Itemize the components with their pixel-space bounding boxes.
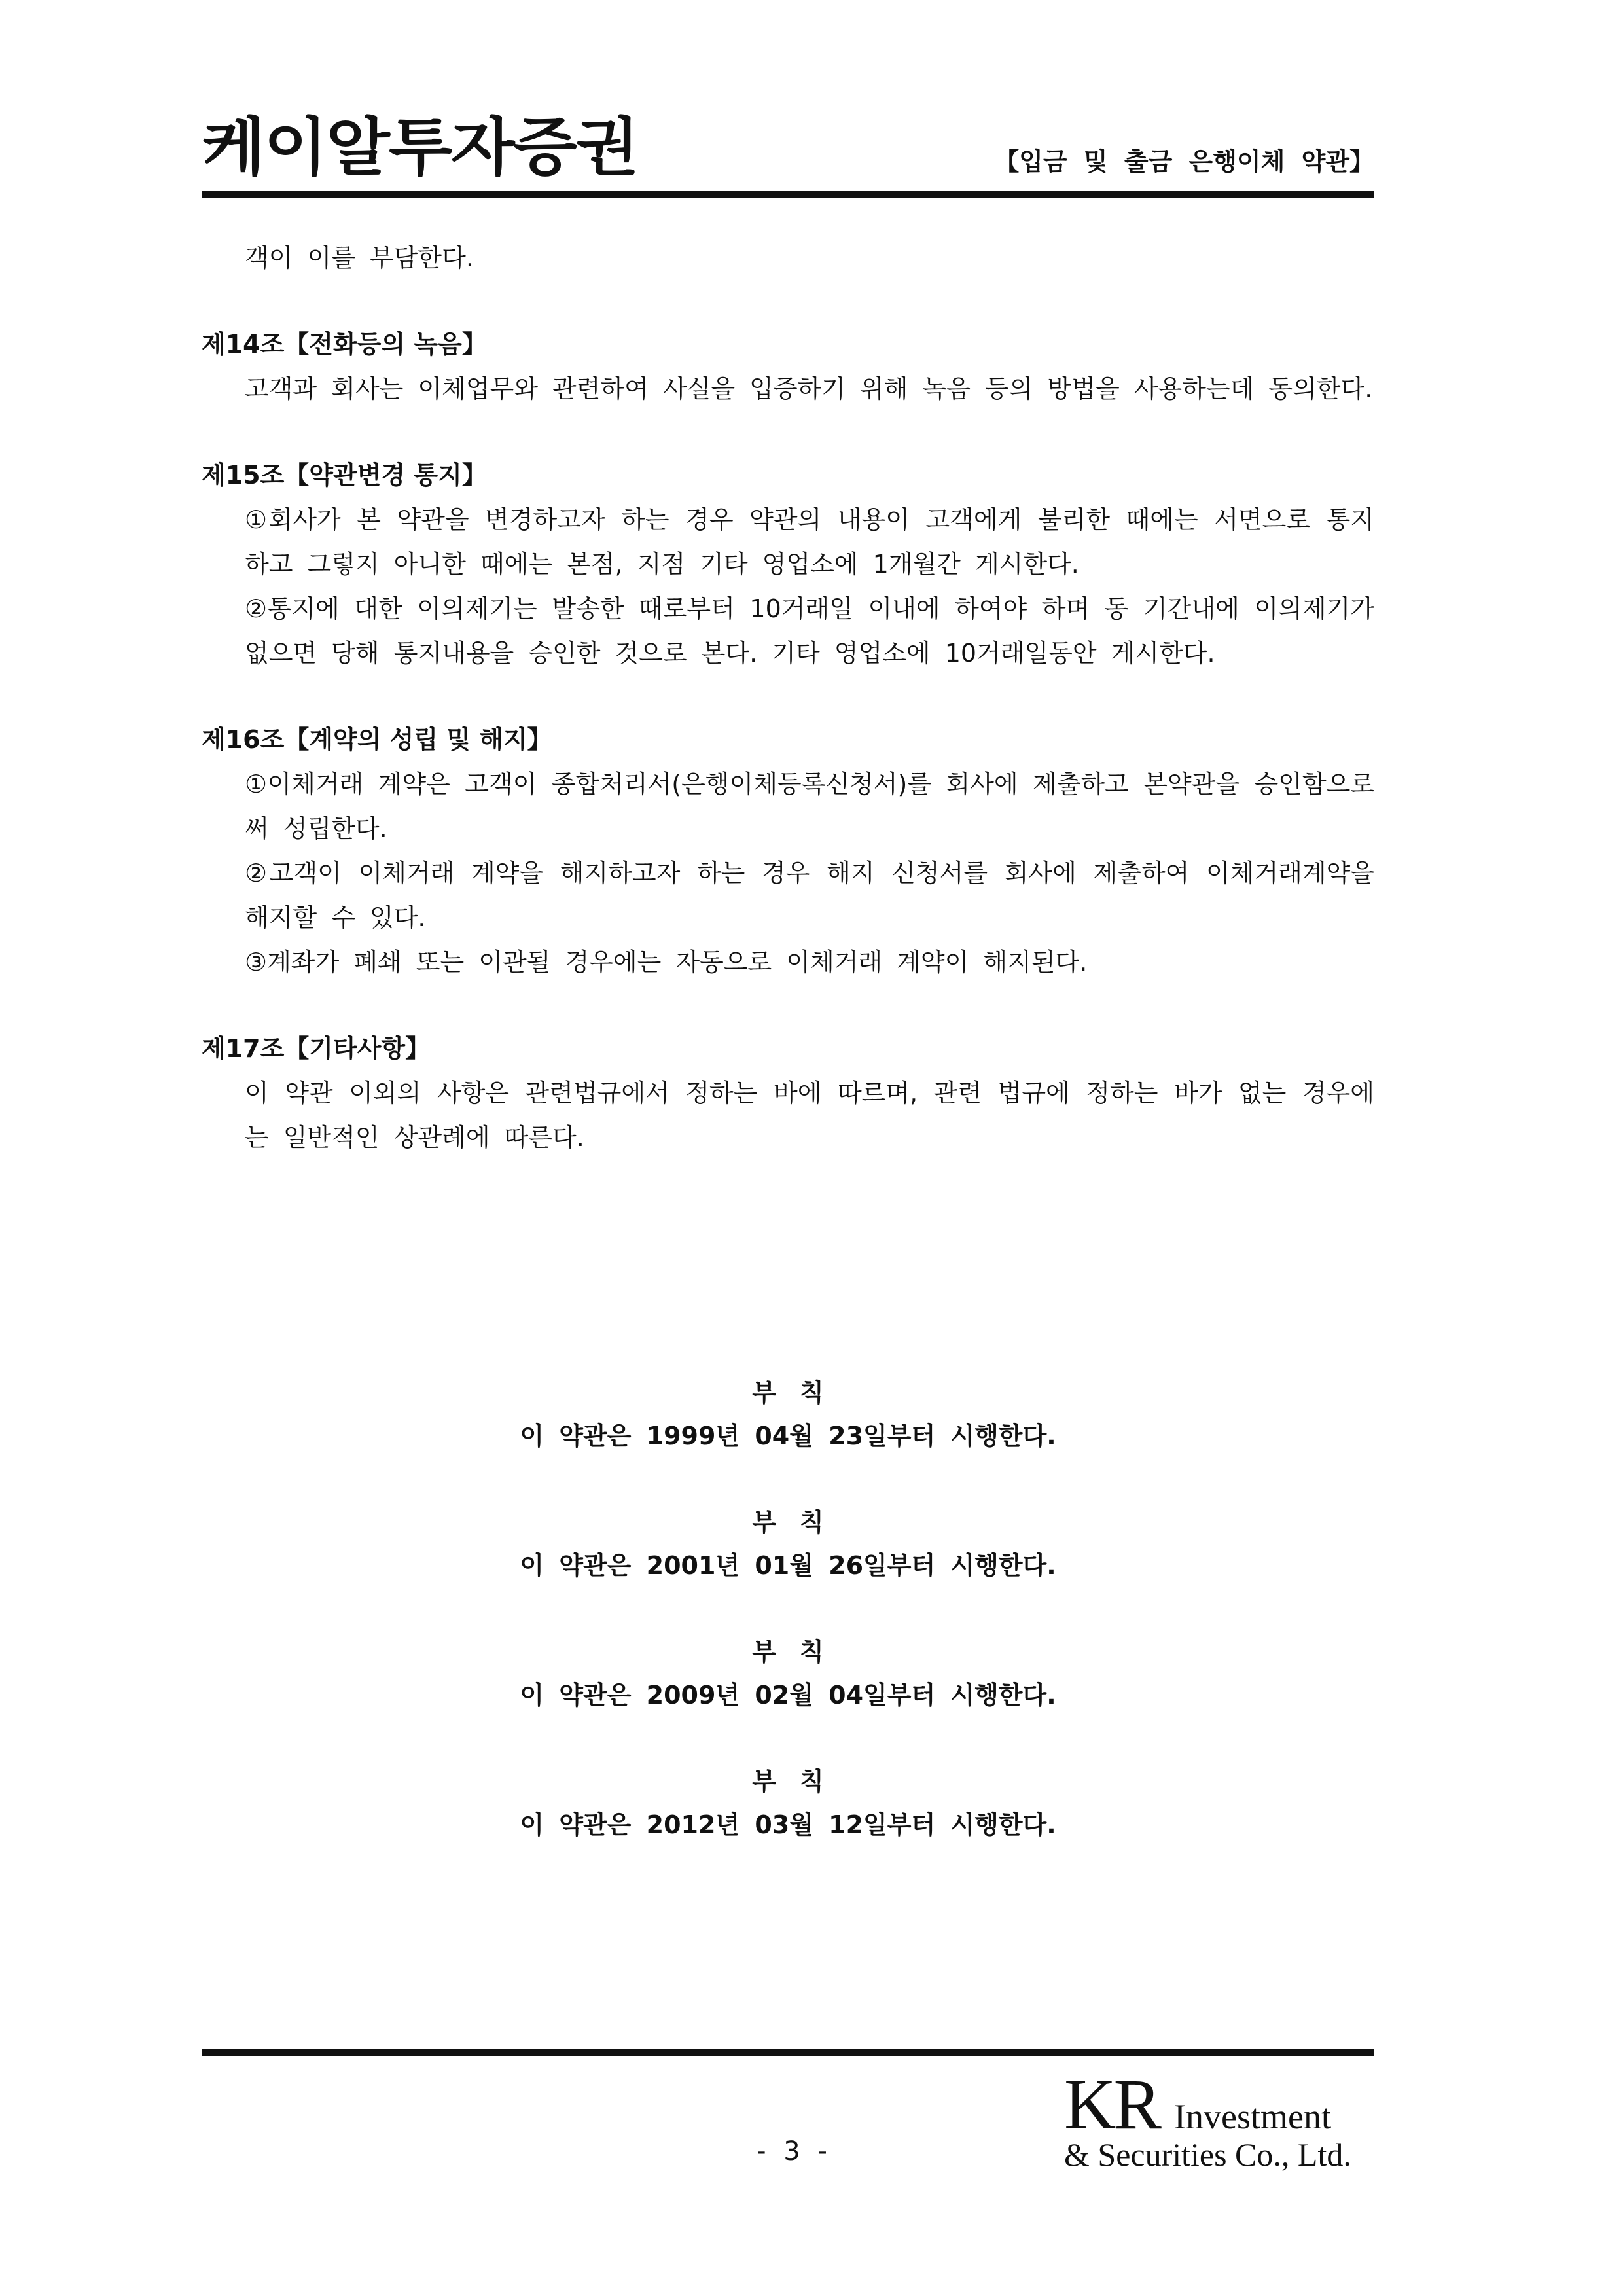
page-number: - 3 - — [757, 2136, 827, 2166]
addendum — [202, 1630, 1374, 1717]
addendum-effective-date: 이 약관은 1999년 04월 23일부터 시행한다. — [520, 1422, 1056, 1450]
article-heading: 제16조【계약의 성립 및 해지】 — [202, 725, 552, 754]
article-heading: 제17조【기타사항】 — [202, 1034, 431, 1063]
logo-text-line1: Investment — [1174, 2097, 1331, 2136]
article-paragraph: ①회사가 본 약관을 변경하고자 하는 경우 약관의 내용이 고객에게 불리한 때에는 서면으로 통지하고 그렇지 아니한 때에는 본점, 지점 기타 영업소에 1개월간 게시한다. — [245, 505, 1374, 579]
footer-divider — [202, 2049, 1374, 2056]
article-heading: 제14조【전화등의 녹음】 — [202, 330, 487, 359]
addendum-effective-date: 이 약관은 2009년 02월 04일부터 시행한다. — [520, 1681, 1056, 1710]
addendum — [202, 1371, 1374, 1458]
logo-kr-mark: KR — [1064, 2064, 1159, 2144]
article-heading: 제15조【약관변경 통지】 — [202, 461, 487, 490]
article-15 — [202, 453, 1374, 675]
article-14 — [202, 322, 1374, 411]
addendum-effective-date: 이 약관은 2001년 01월 26일부터 시행한다. — [520, 1551, 1056, 1580]
article-paragraph: 객이 이를 부담한다. — [245, 243, 474, 272]
addendum-title: 부칙 — [752, 1508, 847, 1537]
header-divider — [202, 191, 1374, 198]
article-paragraph: ②고객이 이체거래 계약을 해지하고자 하는 경우 해지 신청서를 회사에 제출하여 이체거래계약을 해지할 수 있다. — [245, 859, 1374, 932]
logo-text-line2: & Securities Co., Ltd. — [1064, 2136, 1351, 2173]
article-paragraph: ②통지에 대한 이의제기는 발송한 때로부터 10거래일 이내에 하여야 하며 동 기간내에 이의제기가 없으면 당해 통지내용을 승인한 것으로 본다. 기타 영업소에 10거래일동안 게시한다. — [245, 594, 1374, 668]
article-paragraph: ①이체거래 계약은 고객이 종합처리서(은행이체등록신청서)를 회사에 제출하고 본약관을 승인함으로써 성립한다. — [245, 770, 1374, 843]
article-paragraph: 고객과 회사는 이체업무와 관련하여 사실을 입증하기 위해 녹음 등의 방법을 사용하는데 동의한다. — [245, 374, 1373, 403]
article-16 — [202, 717, 1374, 984]
addendum-title: 부칙 — [752, 1767, 847, 1796]
document-title: 【입금 및 출금 은행이체 약관】 — [994, 147, 1374, 176]
addendum-effective-date: 이 약관은 2012년 03월 12일부터 시행한다. — [520, 1810, 1056, 1839]
document-body — [202, 236, 1374, 1160]
addendum — [202, 1760, 1374, 1846]
article-paragraph: 이 약관 이외의 사항은 관련법규에서 정하는 바에 따르며, 관련 법규에 정하는 바가 없는 경우에는 일반적인 상관례에 따른다. — [245, 1079, 1374, 1152]
article-paragraph: ③계좌가 폐쇄 또는 이관될 경우에는 자동으로 이체거래 계약이 해지된다. — [245, 948, 1088, 977]
article-continuation — [202, 236, 1374, 280]
company-wordmark: 케이알투자증권 — [202, 111, 638, 184]
company-logo — [1064, 2064, 1378, 2173]
addendum — [202, 1501, 1374, 1587]
page-header — [202, 111, 1374, 196]
addendum-title: 부칙 — [752, 1638, 847, 1666]
addenda-section — [202, 1371, 1374, 1890]
article-17 — [202, 1026, 1374, 1160]
addendum-title: 부칙 — [752, 1378, 847, 1407]
